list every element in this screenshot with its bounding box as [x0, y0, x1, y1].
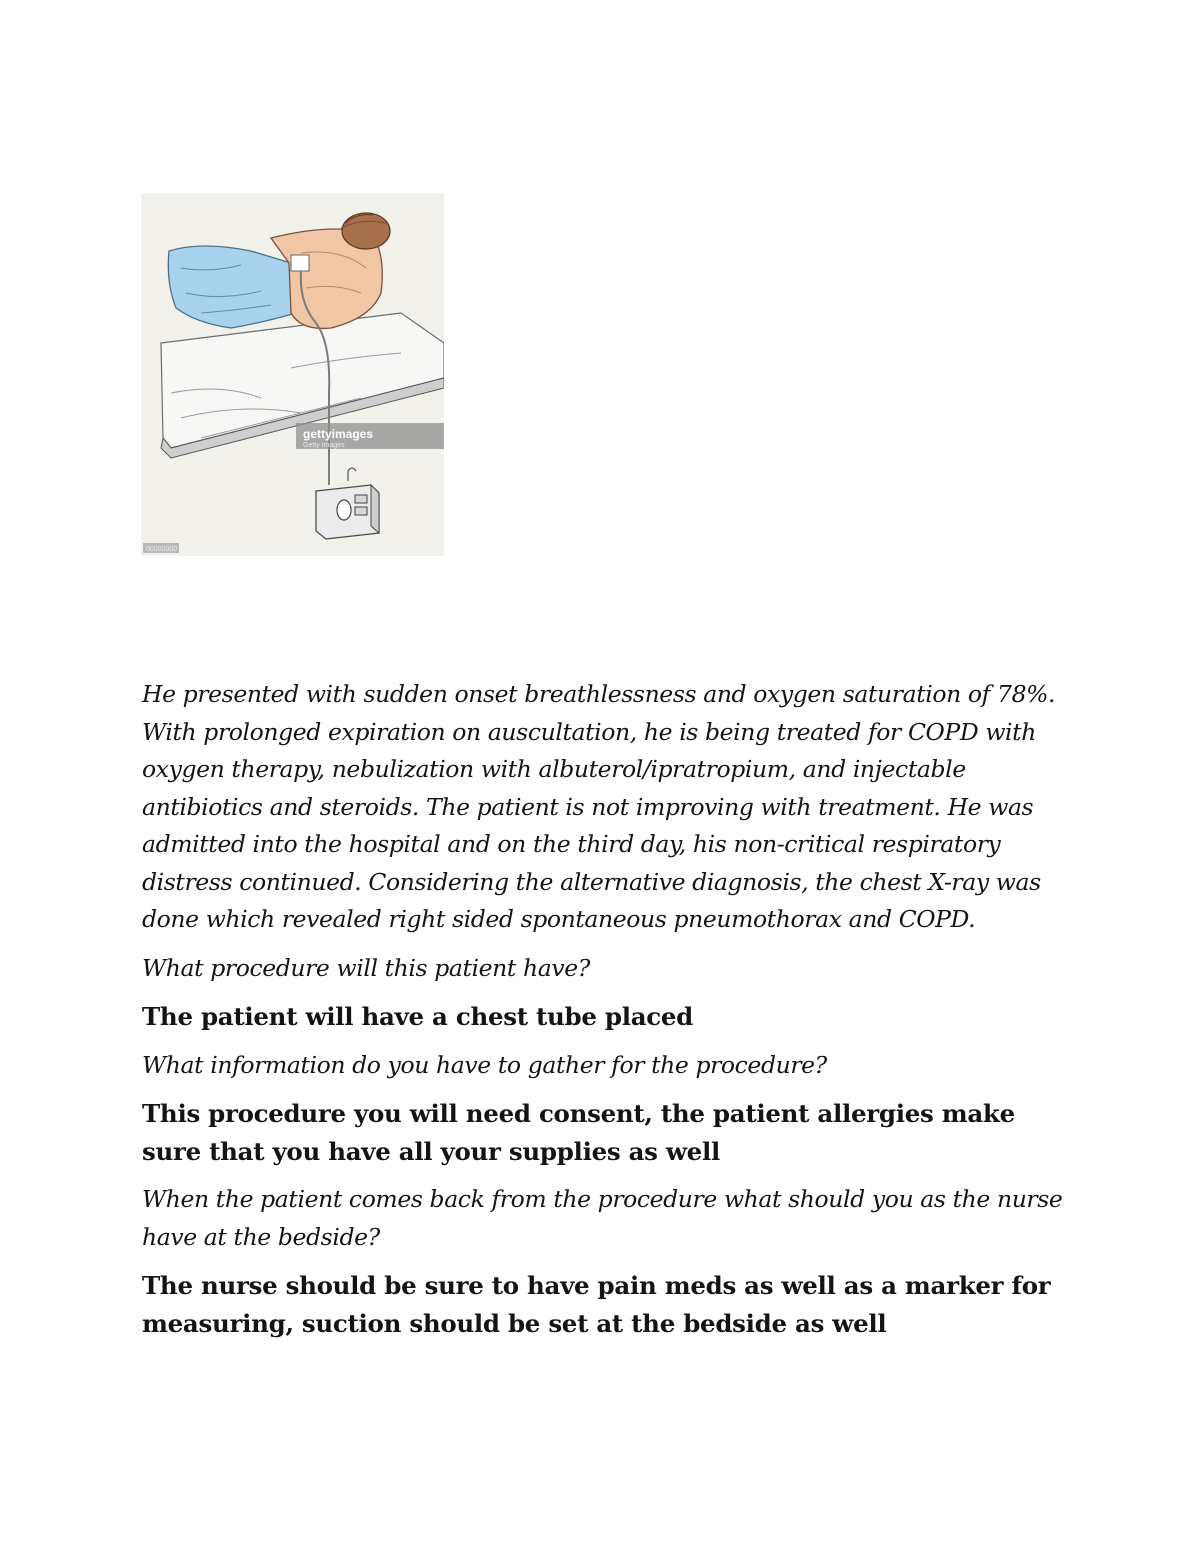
chest-tube-illustration	[141, 193, 444, 556]
getty-watermark: gettyimages	[303, 427, 374, 441]
answer-1: The patient will have a chest tube placed	[142, 1002, 694, 1031]
illustration-svg	[141, 193, 444, 556]
question-1: What procedure will this patient have?	[142, 953, 590, 982]
document-body	[142, 676, 1072, 1353]
image-id-label: 00000000	[146, 546, 178, 553]
question-2: What information do you have to gather for the procedure?	[142, 1050, 827, 1079]
answer-2: This procedure you will need consent, the patient allergies make sure that you have all your supplies as well	[142, 1099, 1015, 1166]
question-3: When the patient comes back from the procedure what should you as the nurse have at the bedside?	[142, 1185, 1063, 1251]
case-paragraph: He presented with sudden onset breathlessness and oxygen saturation of 78%. With prolonged expiration on auscultation, he is being treated for COPD with oxygen therapy, nebulization with albuterol/ipratropium, and injectable antibiotics and steroids. The patient is not improving with treatment. He was admitted into the hospital and on the third day, his non-critical respiratory distress continued. Considering the alternative diagnosis, the chest X-ray was done which revealed right sided spontaneous pneumothorax and COPD.	[142, 680, 1056, 933]
answer-3: The nurse should be sure to have pain meds as well as a marker for measuring, suction should be set at the bedside as well	[142, 1271, 1051, 1338]
getty-watermark-sub: Getty Images	[303, 442, 345, 449]
